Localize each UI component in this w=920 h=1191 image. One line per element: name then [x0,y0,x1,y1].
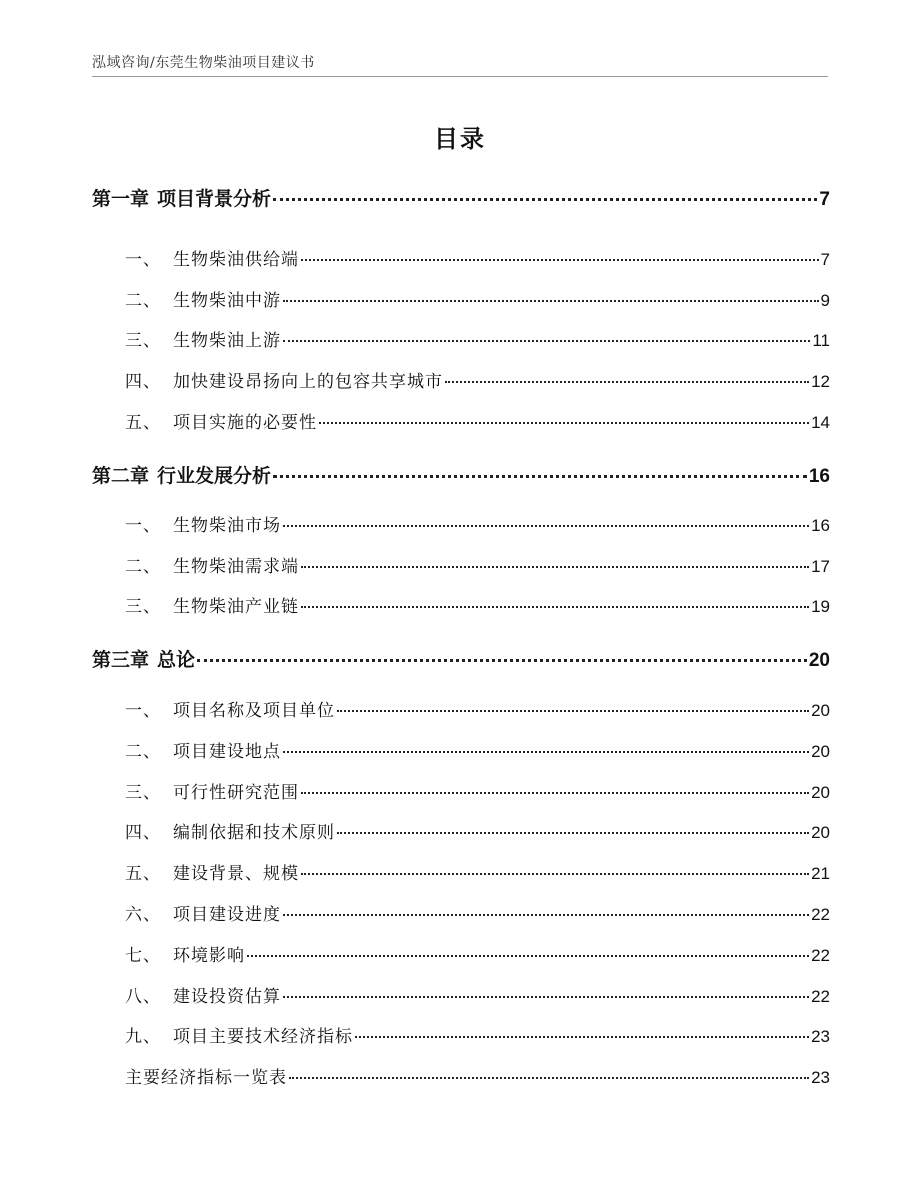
toc-dot-leader [197,659,807,662]
toc-section-entry[interactable] [92,511,830,536]
toc-entry-number: 第二章 [92,465,150,487]
toc-page-number: 20 [811,823,830,842]
toc-entry-title: 生物柴油上游 [173,331,281,351]
toc-page-number: 16 [811,516,830,535]
toc-page-number: 20 [811,701,830,720]
toc-entry-number: 四、 [125,372,161,392]
toc-page-number: 22 [811,905,830,924]
toc-section-entry[interactable] [92,367,830,392]
toc-page-number: 17 [811,557,830,576]
toc-section-entry[interactable] [92,1022,830,1047]
toc-section-entry[interactable] [92,982,830,1007]
toc-dot-leader [337,710,809,712]
toc-page-number: 9 [820,291,830,310]
toc-dot-leader [355,1036,809,1038]
toc-entry-number: 五、 [125,413,161,433]
toc-entry-number: 五、 [125,864,161,884]
toc-entry-title: 项目名称及项目单位 [173,701,335,721]
toc-entry-title: 生物柴油供给端 [173,250,299,270]
toc-section-entry[interactable] [92,778,830,803]
toc-dot-leader [283,751,809,753]
toc-chapter-entry[interactable] [92,184,830,211]
toc-section-entry[interactable] [92,326,830,351]
toc-entry-number: 九、 [125,1027,161,1047]
toc-page-number: 7 [820,250,830,269]
toc-entry-title: 生物柴油中游 [173,291,281,311]
page-header: 泓域咨询/东莞生物柴油项目建议书 [92,55,315,71]
toc-dot-leader [445,381,809,383]
toc-section-entry[interactable] [92,941,830,966]
toc-chapter-entry[interactable] [92,645,830,672]
toc-entry-number: 二、 [125,291,161,311]
toc-dot-leader [301,566,809,568]
toc-page-number: 20 [811,742,830,761]
toc-entry-number: 二、 [125,557,161,577]
toc-dot-leader [301,792,809,794]
toc-dot-leader [273,198,817,201]
toc-dot-leader [283,914,809,916]
toc-page-number: 14 [811,413,830,432]
toc-page-number: 20 [808,650,830,671]
toc-entry-title: 项目实施的必要性 [173,413,317,433]
toc-section-entry[interactable] [92,818,830,843]
toc-entry-title: 建设背景、规模 [173,864,299,884]
toc-page-number: 11 [812,331,830,350]
toc-entry-title: 项目背景分析 [157,188,272,210]
toc-section-entry[interactable] [92,900,830,925]
toc-entry-number: 一、 [125,516,161,536]
toc-page-number: 20 [811,783,830,802]
toc-entry-title: 生物柴油产业链 [173,597,299,617]
toc-entry-title: 环境影响 [173,946,245,966]
toc-entry-title: 生物柴油需求端 [173,557,299,577]
toc-page-number: 19 [811,597,830,616]
toc-dot-leader [273,475,807,478]
toc-page-number: 7 [819,189,830,210]
toc-entry-number: 一、 [125,701,161,721]
toc-entry-title: 项目建设进度 [173,905,281,925]
toc-entry-title: 项目主要技术经济指标 [173,1027,353,1047]
toc-entry-number: 六、 [125,905,161,925]
toc-title: 目录 [434,125,486,153]
toc-entry-title: 项目建设地点 [173,742,281,762]
toc-entry-number: 三、 [125,783,161,803]
toc-dot-leader [247,955,809,957]
toc-section-entry[interactable] [92,859,830,884]
toc-section-entry[interactable] [92,696,830,721]
toc-page-number: 23 [811,1068,830,1087]
toc-entry-number: 二、 [125,742,161,762]
toc-section-entry[interactable] [92,592,830,617]
toc-entry-title: 建设投资估算 [173,987,281,1007]
toc-section-entry[interactable] [92,286,830,311]
toc-dot-leader [283,525,809,527]
toc-entry-number: 第三章 [92,649,150,671]
toc-entry-number: 七、 [125,946,161,966]
toc-dot-leader [301,606,809,608]
toc-entry-title: 生物柴油市场 [173,516,281,536]
toc-page-number: 22 [811,946,830,965]
toc-section-entry[interactable] [92,1063,830,1088]
toc-entry-title: 行业发展分析 [157,465,272,487]
toc-section-entry[interactable] [92,408,830,433]
toc-entry-title: 加快建设昂扬向上的包容共享城市 [173,372,443,392]
toc-dot-leader [283,340,810,342]
toc-entry-title: 总论 [157,649,196,671]
toc-dot-leader [283,996,809,998]
toc-section-entry[interactable] [92,552,830,577]
toc-entry-number: 第一章 [92,188,150,210]
header-divider [92,76,828,77]
toc-chapter-entry[interactable] [92,461,830,488]
toc-dot-leader [337,832,809,834]
toc-entry-number: 八、 [125,987,161,1007]
toc-entry-number: 一、 [125,250,161,270]
toc-entry-title: 可行性研究范围 [173,783,299,803]
toc-dot-leader [301,259,819,261]
toc-section-entry[interactable] [92,245,830,270]
toc-entry-title: 编制依据和技术原则 [173,823,335,843]
toc-entry-number: 三、 [125,331,161,351]
toc-page-number: 21 [811,864,830,883]
toc-dot-leader [301,873,809,875]
toc-entry-title: 主要经济指标一览表 [125,1068,287,1088]
toc-entry-number: 四、 [125,823,161,843]
toc-dot-leader [289,1077,809,1079]
toc-page-number: 22 [811,987,830,1006]
toc-section-entry[interactable] [92,737,830,762]
toc-page-number: 23 [811,1027,830,1046]
toc-page-number: 16 [808,466,830,487]
toc-entry-number: 三、 [125,597,161,617]
toc-page-number: 12 [811,372,830,391]
toc-dot-leader [283,300,819,302]
toc-dot-leader [319,422,809,424]
